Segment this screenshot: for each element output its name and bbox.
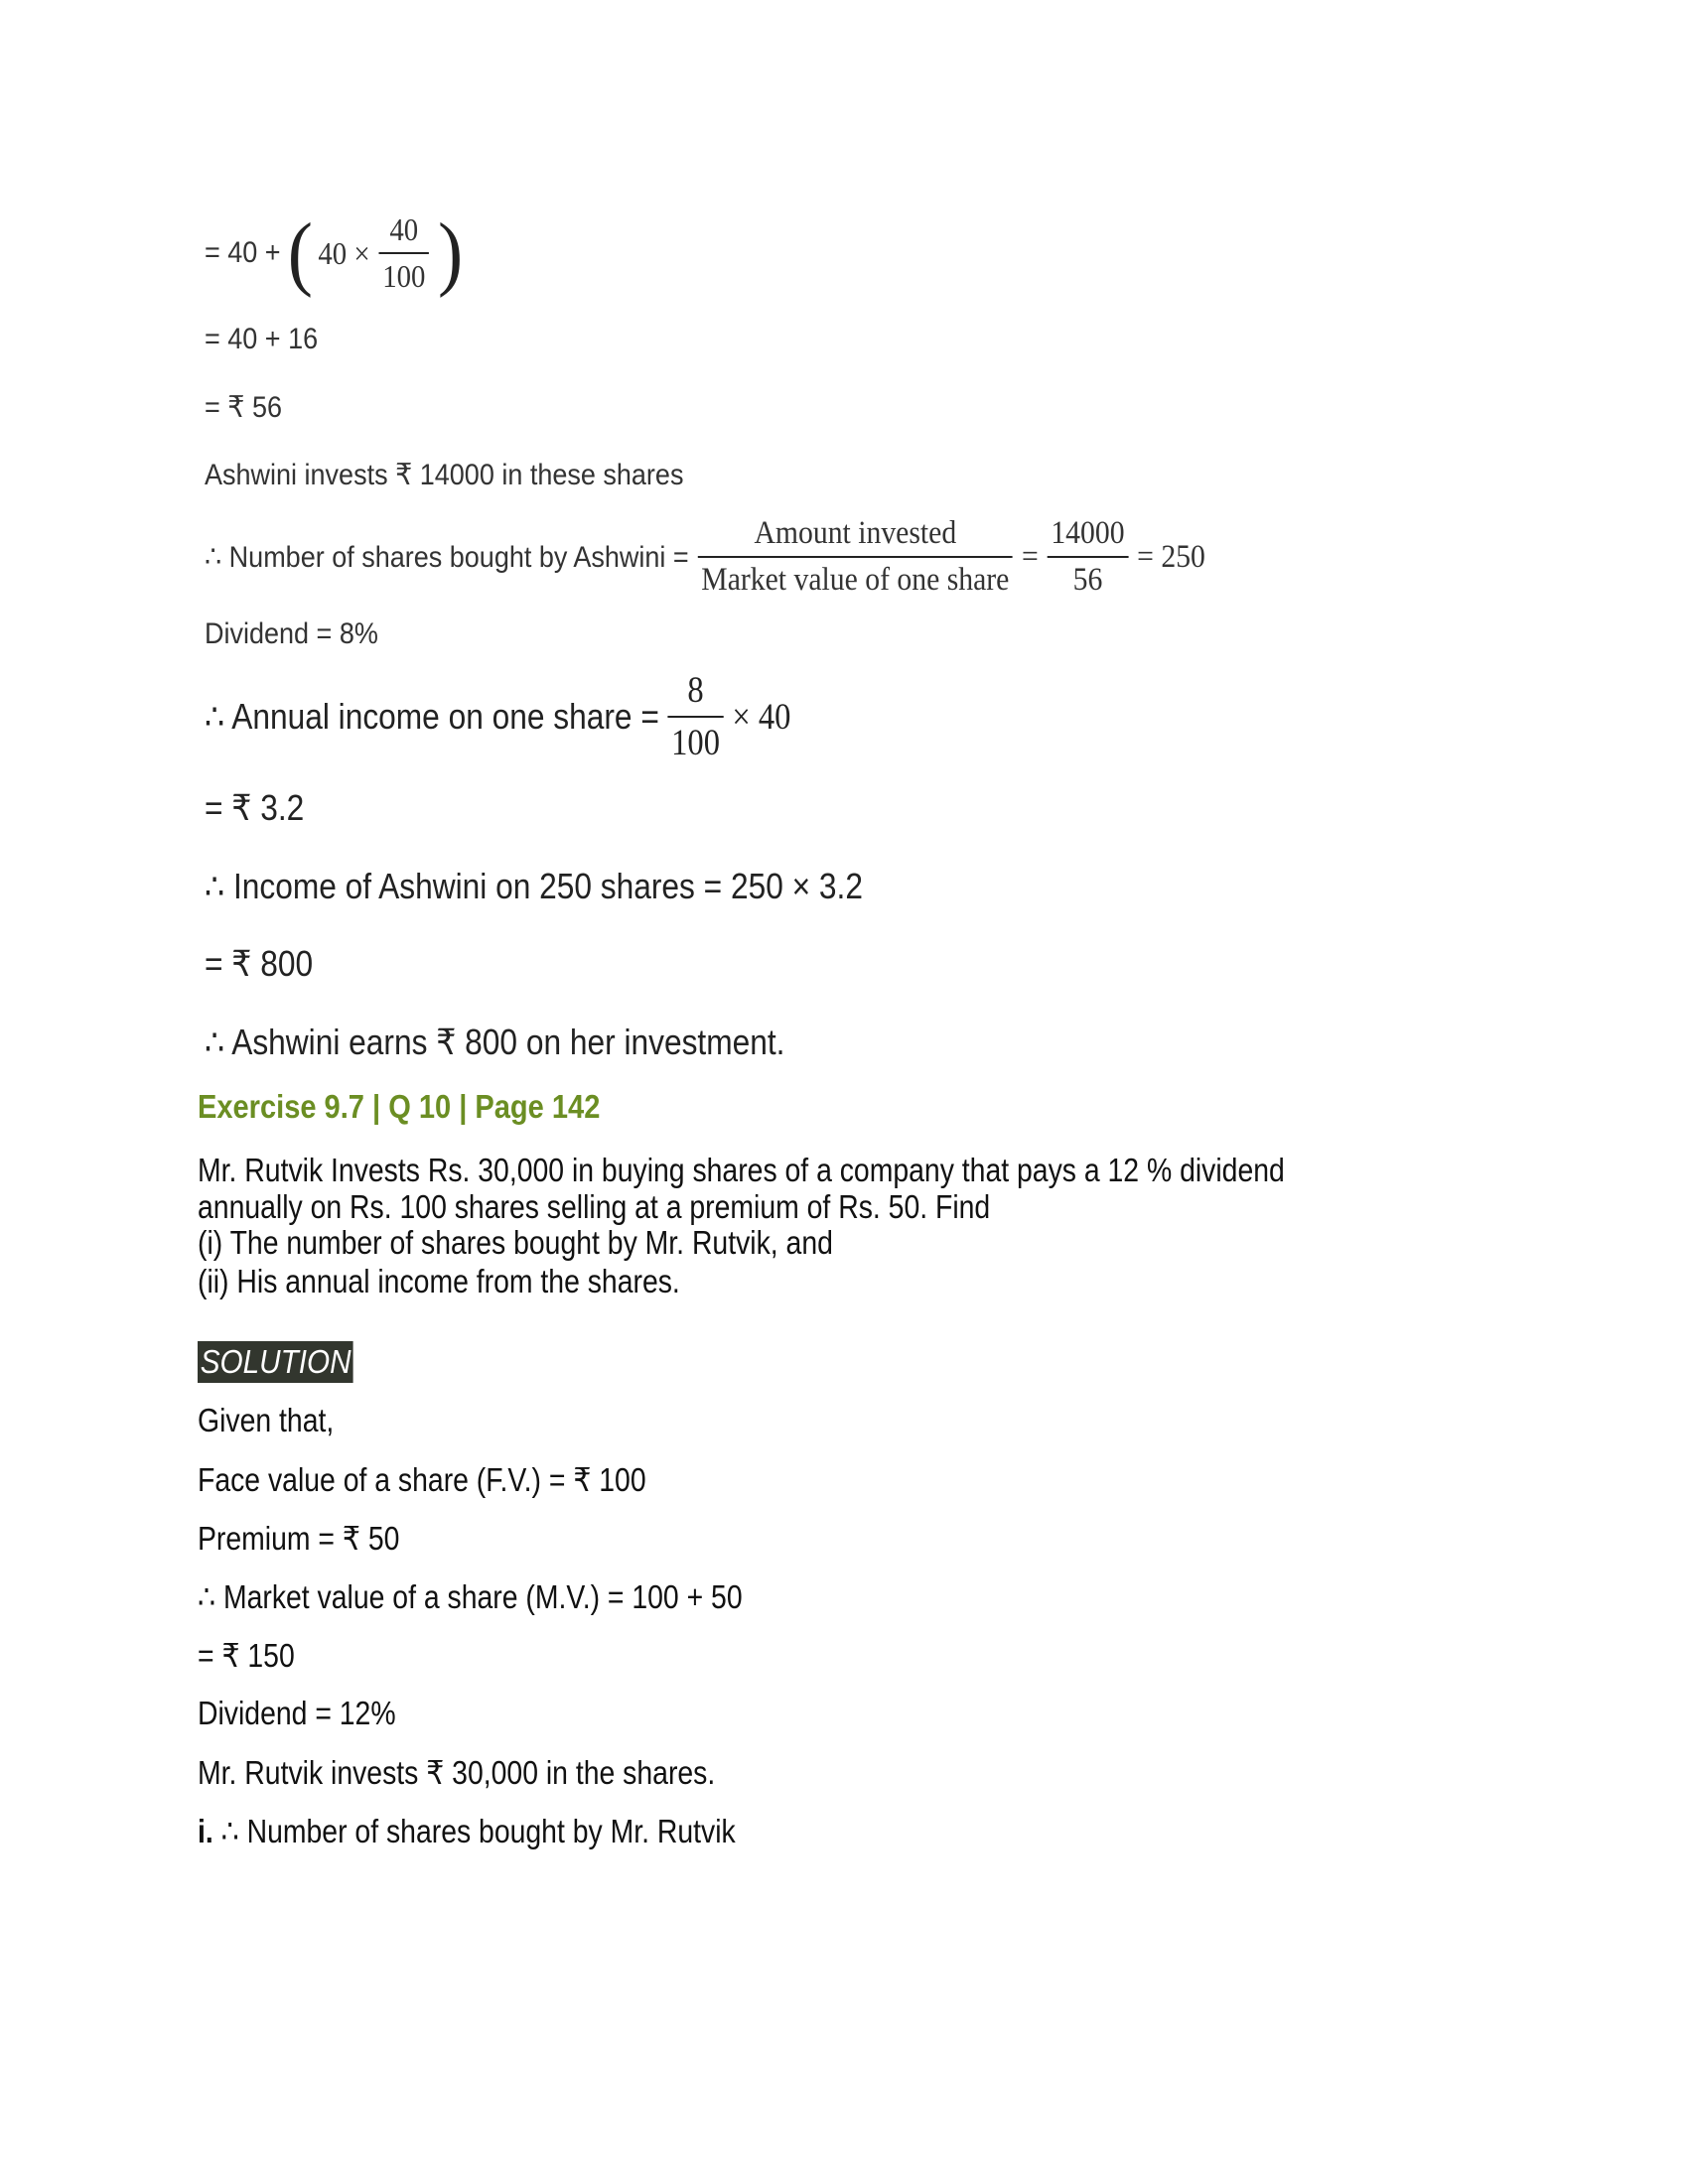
annual-income-label: ∴ Annual income on one share =	[205, 696, 659, 737]
shares-label: ∴ Number of shares bought by Ashwini =	[205, 540, 689, 574]
equation-line-5	[205, 511, 1205, 603]
times-40: × 40	[732, 696, 791, 738]
result-250: = 250	[1137, 538, 1205, 575]
solution-line-1: Given that,	[198, 1402, 335, 1438]
equals-sign: =	[1021, 538, 1039, 575]
solution-line-8	[198, 1812, 736, 1850]
solution-line-4: ∴ Market value of a share (M.V.) = 100 + 50	[198, 1578, 743, 1615]
question-line-1: Mr. Rutvik Invests Rs. 30,000 in buying shares of a company that pays a 12 % dividend	[198, 1152, 1285, 1188]
step-text: ∴ Number of shares bought by Mr. Rutvik	[220, 1813, 736, 1849]
solution-line-5: = ₹ 150	[198, 1637, 295, 1674]
result-3-2: = ₹ 3.2	[205, 787, 305, 828]
equation-line-2: = 40 + 16	[205, 323, 319, 355]
conclusion-line: ∴ Ashwini earns ₹ 800 on her investment.	[205, 1022, 785, 1062]
solution-line-3: Premium = ₹ 50	[198, 1520, 400, 1557]
question-line-4: (ii) His annual income from the shares.	[198, 1263, 680, 1299]
equation-line-3: = ₹ 56	[205, 391, 282, 424]
income-250-shares: ∴ Income of Ashwini on 250 shares = 250 × 3.2	[205, 866, 863, 906]
solution-line-2: Face value of a share (F.V.) = ₹ 100	[198, 1461, 646, 1498]
result-800: = ₹ 800	[205, 943, 314, 984]
solution-line-7: Mr. Rutvik invests ₹ 30,000 in the shares.	[198, 1754, 716, 1791]
fraction-amount-over-market-value: $\frac{\text{Amount invested}}{\text{Market value of one share}}$	[698, 515, 1013, 599]
fraction-40-over-100: $\frac{40}{100}$	[379, 211, 429, 295]
step-marker: i.	[198, 1813, 213, 1849]
eq1-inner: 40 ×	[318, 234, 370, 271]
question-line-2: annually on Rs. 100 shares selling at a premium of Rs. 50. Find	[198, 1188, 991, 1225]
equation-line-1	[205, 204, 463, 303]
dividend-line: Dividend = 8%	[205, 617, 378, 650]
solution-line-6: Dividend = 12%	[198, 1695, 396, 1731]
fraction-14000-over-56: $\frac{14000}{56}$	[1048, 515, 1128, 599]
question-line-3: (i) The number of shares bought by Mr. Rutvik, and	[198, 1224, 833, 1261]
solution-badge: SOLUTION	[198, 1341, 352, 1383]
exercise-heading[interactable]: Exercise 9.7 | Q 10 | Page 142	[198, 1088, 601, 1125]
annual-income-line	[205, 667, 790, 766]
equation-line-4: Ashwini invests ₹ 14000 in these shares	[205, 459, 684, 491]
left-paren: (	[287, 206, 313, 299]
fraction-8-over-100: $\frac{8}{100}$	[668, 669, 724, 764]
right-paren: )	[437, 206, 464, 299]
eq1-prefix: = 40 +	[205, 236, 281, 269]
